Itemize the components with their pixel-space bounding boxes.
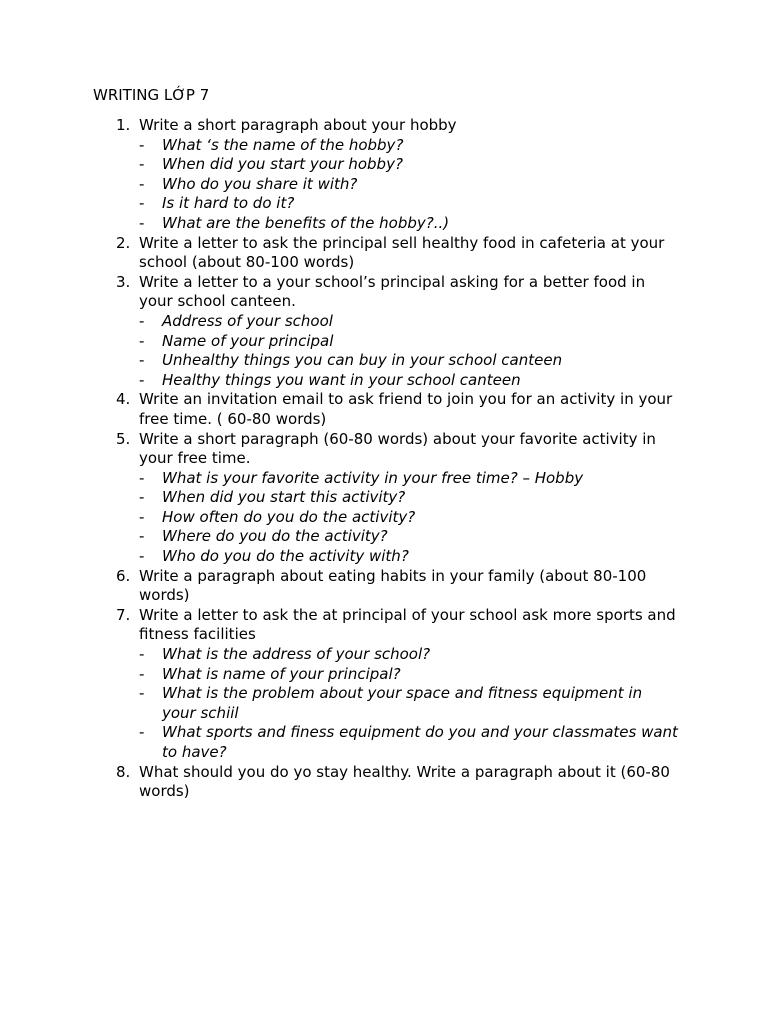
dash-bullet: - [139,527,145,546]
task-list [0,116,768,802]
dash-bullet: - [139,135,145,154]
task-question-text: When did you start your hobby? [162,155,403,174]
task-question-text: Address of your school [162,311,333,330]
task-question [139,351,680,371]
task-question-text: How often do you do the activity? [162,507,416,526]
task-text: What should you do yo stay healthy. Write a paragraph about it (60-80 words) [139,762,670,801]
task-item [0,567,768,606]
task-question [139,175,680,195]
task-number: 8. [116,762,131,781]
task-question-list [139,312,680,390]
task-question [139,665,680,685]
task-item [0,390,768,429]
task-question [139,469,680,489]
task-question [139,527,680,547]
task-question [139,194,680,214]
task-number: 5. [116,429,131,448]
dash-bullet: - [139,351,145,370]
dash-bullet: - [139,311,145,330]
task-question [139,136,680,156]
task-question-list [139,469,680,567]
dash-bullet: - [139,468,145,487]
task-question-text: What is your favorite activity in your free time? – Hobby [162,468,584,487]
dash-bullet: - [139,194,145,213]
task-question-list [139,645,680,763]
task-question-text: Who do you share it with? [162,174,358,193]
task-text: Write a letter to ask the principal sell healthy food in cafeteria at your school (about 80-100 words) [139,233,665,272]
task-question [139,488,680,508]
dash-bullet: - [139,488,145,507]
task-question-text: What is the problem about your space and fitness equipment in your schiil [162,684,643,722]
task-item [0,273,768,391]
task-item [0,234,768,273]
task-number: 4. [116,390,131,409]
task-number: 1. [116,116,131,134]
task-question-text: What are the benefits of the hobby?..) [162,213,450,232]
task-text: Write a letter to ask the at principal of your school ask more sports and fitness facilities [139,605,676,644]
task-question-text: What sports and finess equipment do you and your classmates want to have? [162,723,678,761]
task-text: Write a letter to a your school’s principal asking for a better food in your school canteen. [139,272,646,311]
dash-bullet: - [139,723,145,742]
task-question-text: What ‘s the name of the hobby? [162,135,404,154]
dash-bullet: - [139,331,145,350]
task-question-text: Is it hard to do it? [162,194,295,213]
task-question [139,155,680,175]
task-question-text: When did you start this activity? [162,488,406,507]
task-question [139,684,680,723]
task-number: 2. [116,233,131,252]
task-number: 7. [116,605,131,624]
dash-bullet: - [139,507,145,526]
task-question [139,371,680,391]
task-question-list [139,136,680,234]
task-text: Write an invitation email to ask friend to join you for an activity in your free time. ( 60-80 words) [139,390,673,428]
task-text: Write a short paragraph about your hobby [139,116,457,134]
task-question [139,332,680,352]
dash-bullet: - [139,213,145,232]
dash-bullet: - [139,664,145,683]
task-question-text: Who do you do the activity with? [162,547,409,566]
task-question-text: Where do you do the activity? [162,527,388,546]
task-item [0,116,768,234]
dash-bullet: - [139,155,145,174]
task-number: 6. [116,566,131,585]
task-question-text: What is the address of your school? [162,645,431,664]
task-question [139,723,680,762]
task-question-text: What is name of your principal? [162,664,401,683]
task-question [139,214,680,234]
task-question [139,508,680,528]
dash-bullet: - [139,684,145,703]
task-question [139,312,680,332]
task-question-text: Name of your principal [162,331,334,350]
task-text: Write a paragraph about eating habits in your family (about 80-100 words) [139,566,647,605]
task-number: 3. [116,272,131,291]
dash-bullet: - [139,645,145,664]
task-question-text: Unhealthy things you can buy in your school canteen [162,351,563,370]
dash-bullet: - [139,547,145,566]
document-title: WRITING LỚP 7 [93,86,210,104]
task-item [0,430,768,567]
task-question-text: Healthy things you want in your school canteen [162,370,521,389]
task-question [139,645,680,665]
task-text: Write a short paragraph (60-80 words) about your favorite activity in your free time. [139,429,656,468]
task-question [139,547,680,567]
task-item [0,763,768,802]
dash-bullet: - [139,370,145,389]
dash-bullet: - [139,174,145,193]
task-item [0,606,768,763]
